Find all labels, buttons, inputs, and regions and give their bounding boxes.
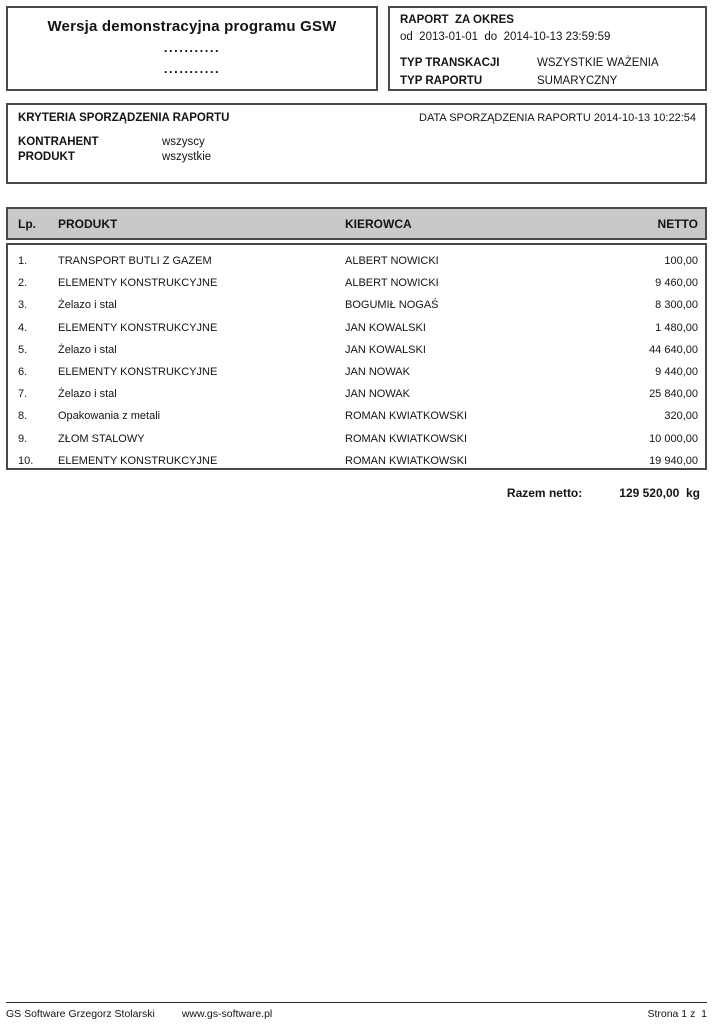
- report-generation-date: DATA SPORZĄDZENIA RAPORTU 2014-10-13 10:22:54: [419, 112, 696, 124]
- cell-netto: 44 640,00: [649, 343, 698, 356]
- cell-lp: 10.: [18, 454, 34, 467]
- product-label: PRODUKT: [18, 151, 75, 163]
- footer-page-number: Strona 1 z 1: [647, 1008, 707, 1020]
- page-footer: [6, 1002, 707, 1020]
- product-row: [18, 151, 696, 163]
- table-row: [18, 294, 698, 316]
- transaction-type-row: [400, 57, 695, 69]
- cell-netto: 9 440,00: [655, 366, 698, 379]
- footer-company: GS Software Grzegorz Stolarski: [6, 1008, 155, 1020]
- cell-lp: 9.: [18, 432, 28, 445]
- contractor-label: KONTRAHENT: [18, 136, 99, 148]
- col-header-netto: NETTO: [657, 216, 698, 231]
- demo-version-box: [6, 6, 378, 91]
- cell-produkt: Opakowania z metali: [58, 410, 161, 423]
- cell-produkt: ELEMENTY KONSTRUKCYJNE: [58, 454, 218, 467]
- cell-netto: 25 840,00: [649, 388, 698, 401]
- demo-dots-line-2: ...........: [163, 61, 221, 76]
- report-period-range: od 2013-01-01 do 2014-10-13 23:59:59: [400, 31, 611, 43]
- cell-netto: 320,00: [664, 410, 698, 423]
- table-row: [18, 383, 698, 405]
- footer-left: [6, 1008, 272, 1020]
- cell-netto: 9 460,00: [655, 277, 698, 290]
- table-row: [18, 361, 698, 383]
- table-row: [18, 317, 698, 339]
- table-row: [18, 450, 698, 472]
- cell-produkt: TRANSPORT BUTLI Z GAZEM: [58, 255, 212, 268]
- footer-website: www.gs-software.pl: [181, 1008, 273, 1020]
- cell-lp: 8.: [18, 410, 28, 423]
- col-header-kierowca: KIEROWCA: [345, 216, 412, 231]
- cell-lp: 7.: [18, 388, 28, 401]
- report-period-box: [388, 6, 707, 91]
- contractor-row: [18, 136, 696, 148]
- transaction-type-label: TYP TRANSKACJI: [400, 57, 500, 69]
- totals-row: [0, 486, 700, 500]
- cell-kierowca: ALBERT NOWICKI: [345, 277, 439, 290]
- criteria-title: KRYTERIA SPORZĄDZENIA RAPORTU: [18, 112, 230, 124]
- cell-netto: 8 300,00: [655, 299, 698, 312]
- cell-produkt: ZŁOM STALOWY: [58, 432, 145, 445]
- cell-produkt: Żelazo i stal: [58, 388, 117, 401]
- criteria-header-row: [18, 112, 696, 124]
- cell-kierowca: JAN KOWALSKI: [345, 321, 426, 334]
- table-body: [6, 243, 707, 470]
- total-netto-value: 129 520,00 kg: [619, 486, 700, 500]
- product-value: wszystkie: [162, 151, 212, 163]
- table-row: [18, 272, 698, 294]
- table-row: [18, 428, 698, 450]
- transaction-type-value: WSZYSTKIE WAŻENIA: [537, 57, 659, 69]
- cell-lp: 6.: [18, 366, 28, 379]
- col-header-lp: Lp.: [18, 216, 36, 231]
- cell-produkt: Żelazo i stal: [58, 343, 117, 356]
- report-period-title: RAPORT ZA OKRES: [400, 14, 514, 26]
- cell-lp: 1.: [18, 255, 28, 268]
- cell-kierowca: ALBERT NOWICKI: [345, 255, 439, 268]
- col-header-produkt: PRODUKT: [58, 216, 118, 231]
- report-type-label: TYP RAPORTU: [400, 75, 483, 87]
- table-row: [18, 250, 698, 272]
- demo-version-title: Wersja demonstracyjna programu GSW: [47, 18, 337, 35]
- cell-lp: 2.: [18, 277, 28, 290]
- cell-kierowca: JAN NOWAK: [345, 388, 410, 401]
- report-type-row: [400, 75, 695, 87]
- cell-kierowca: BOGUMIŁ NOGAŚ: [345, 299, 439, 312]
- table-row: [18, 405, 698, 427]
- cell-netto: 19 940,00: [649, 454, 698, 467]
- table-row: [18, 339, 698, 361]
- cell-kierowca: ROMAN KWIATKOWSKI: [345, 410, 468, 423]
- cell-kierowca: ROMAN KWIATKOWSKI: [345, 454, 468, 467]
- cell-kierowca: JAN NOWAK: [345, 366, 410, 379]
- cell-produkt: ELEMENTY KONSTRUKCYJNE: [58, 366, 218, 379]
- cell-produkt: ELEMENTY KONSTRUKCYJNE: [58, 321, 218, 334]
- report-type-value: SUMARYCZNY: [537, 75, 618, 87]
- total-netto-label: Razem netto:: [506, 486, 583, 500]
- cell-netto: 100,00: [664, 255, 698, 268]
- cell-kierowca: ROMAN KWIATKOWSKI: [345, 432, 468, 445]
- table-header: [6, 207, 707, 240]
- criteria-box: [6, 103, 707, 184]
- cell-produkt: Żelazo i stal: [58, 299, 117, 312]
- cell-kierowca: JAN KOWALSKI: [345, 343, 426, 356]
- cell-lp: 5.: [18, 343, 28, 356]
- demo-dots-line-1: ...........: [163, 40, 221, 55]
- cell-produkt: ELEMENTY KONSTRUKCYJNE: [58, 277, 218, 290]
- cell-lp: 4.: [18, 321, 28, 334]
- cell-lp: 3.: [18, 299, 28, 312]
- cell-netto: 10 000,00: [649, 432, 698, 445]
- contractor-value: wszyscy: [162, 136, 205, 148]
- cell-netto: 1 480,00: [655, 321, 698, 334]
